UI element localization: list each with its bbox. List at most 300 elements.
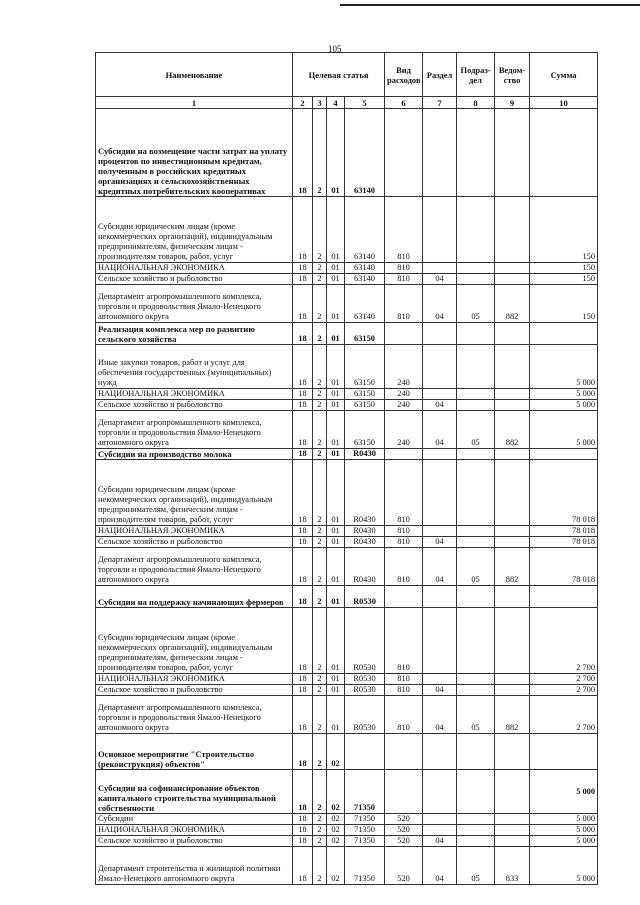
section-code: 04 bbox=[423, 537, 457, 548]
header-department: Ведом-ство bbox=[495, 53, 530, 97]
subsection-code bbox=[457, 537, 495, 548]
row-name: Департамент агропромышленного комплекса, торговли и продовольствия Ямало-Ненецкого автономного округа bbox=[96, 285, 293, 323]
row-name: Основное мероприятие "Строительство (реконструкция) объектов" bbox=[96, 734, 293, 770]
section-code bbox=[423, 197, 457, 263]
target-code-4: 63150 bbox=[345, 345, 385, 389]
department-code bbox=[495, 460, 530, 526]
target-code-2: 2 bbox=[313, 608, 327, 674]
subsection-code bbox=[457, 460, 495, 526]
row-name: Сельское хозяйство и рыболовство bbox=[96, 537, 293, 548]
section-code: 04 bbox=[423, 548, 457, 586]
subsection-code bbox=[457, 197, 495, 263]
target-code-1: 18 bbox=[293, 770, 313, 814]
target-code-2: 2 bbox=[313, 825, 327, 836]
subsection-code bbox=[457, 608, 495, 674]
row-amount: 78 018 bbox=[530, 526, 598, 537]
row-amount: 150 bbox=[530, 274, 598, 285]
row-amount: 5 000 bbox=[530, 389, 598, 400]
target-code-2: 2 bbox=[313, 836, 327, 847]
department-code: 882 bbox=[495, 548, 530, 586]
subsection-code bbox=[457, 400, 495, 411]
expense-type-code: 810 bbox=[385, 274, 423, 285]
subsection-code bbox=[457, 526, 495, 537]
department-code bbox=[495, 586, 530, 608]
table-row bbox=[96, 814, 598, 825]
target-code-4: 63150 bbox=[345, 323, 385, 345]
column-number: 2 bbox=[293, 97, 313, 109]
row-name: Сельское хозяйство и рыболовство bbox=[96, 274, 293, 285]
subsection-code bbox=[457, 814, 495, 825]
target-code-3: 02 bbox=[327, 814, 345, 825]
target-code-2: 2 bbox=[313, 814, 327, 825]
subsection-code bbox=[457, 586, 495, 608]
expense-type-code: 810 bbox=[385, 608, 423, 674]
table-row bbox=[96, 323, 598, 345]
target-code-2: 2 bbox=[313, 449, 327, 460]
target-code-4: R0530 bbox=[345, 685, 385, 696]
section-code bbox=[423, 323, 457, 345]
target-code-4: 63150 bbox=[345, 411, 385, 449]
column-number: 7 bbox=[423, 97, 457, 109]
target-code-4: 63150 bbox=[345, 389, 385, 400]
table-row bbox=[96, 734, 598, 770]
department-code bbox=[495, 770, 530, 814]
department-code bbox=[495, 825, 530, 836]
table-row bbox=[96, 586, 598, 608]
section-code bbox=[423, 389, 457, 400]
row-amount: 78 018 bbox=[530, 548, 598, 586]
expense-type-code: 810 bbox=[385, 526, 423, 537]
target-code-1: 18 bbox=[293, 696, 313, 734]
row-amount bbox=[530, 734, 598, 770]
row-amount bbox=[530, 586, 598, 608]
target-code-4: R0530 bbox=[345, 586, 385, 608]
department-code: 882 bbox=[495, 411, 530, 449]
column-number: 6 bbox=[385, 97, 423, 109]
department-code bbox=[495, 674, 530, 685]
row-amount: 2 700 bbox=[530, 685, 598, 696]
department-code bbox=[495, 537, 530, 548]
expense-type-code: 240 bbox=[385, 400, 423, 411]
department-code bbox=[495, 449, 530, 460]
target-code-1: 18 bbox=[293, 400, 313, 411]
column-number: 4 bbox=[327, 97, 345, 109]
target-code-1: 18 bbox=[293, 345, 313, 389]
header-section: Раздел bbox=[423, 53, 457, 97]
section-code bbox=[423, 825, 457, 836]
target-code-3: 01 bbox=[327, 400, 345, 411]
expense-type-code bbox=[385, 109, 423, 197]
column-number: 5 bbox=[345, 97, 385, 109]
expense-type-code: 240 bbox=[385, 389, 423, 400]
table-row bbox=[96, 197, 598, 263]
section-code bbox=[423, 814, 457, 825]
section-code bbox=[423, 449, 457, 460]
section-code bbox=[423, 586, 457, 608]
target-code-2: 2 bbox=[313, 274, 327, 285]
row-amount bbox=[530, 449, 598, 460]
table-row bbox=[96, 608, 598, 674]
row-amount bbox=[530, 323, 598, 345]
target-code-4: 63150 bbox=[345, 400, 385, 411]
row-amount: 5 000 bbox=[530, 825, 598, 836]
department-code: 882 bbox=[495, 285, 530, 323]
target-code-4: 71350 bbox=[345, 814, 385, 825]
row-name: Департамент агропромышленного комплекса, торговли и продовольствия Ямало-Ненецкого автономного округа bbox=[96, 696, 293, 734]
table-row bbox=[96, 263, 598, 274]
table-row bbox=[96, 537, 598, 548]
target-code-3: 02 bbox=[327, 825, 345, 836]
target-code-3: 01 bbox=[327, 674, 345, 685]
target-code-1: 18 bbox=[293, 389, 313, 400]
expense-type-code: 810 bbox=[385, 263, 423, 274]
table-row bbox=[96, 825, 598, 836]
department-code bbox=[495, 608, 530, 674]
target-code-3: 01 bbox=[327, 411, 345, 449]
row-name: Департамент агропромышленного комплекса, торговли и продовольствия Ямало-Ненецкого автономного округа bbox=[96, 411, 293, 449]
expense-type-code: 810 bbox=[385, 285, 423, 323]
section-code: 04 bbox=[423, 411, 457, 449]
target-code-1: 18 bbox=[293, 548, 313, 586]
subsection-code bbox=[457, 263, 495, 274]
target-code-2: 2 bbox=[313, 674, 327, 685]
target-code-4: R0430 bbox=[345, 548, 385, 586]
row-name: Департамент агропромышленного комплекса, торговли и продовольствия Ямало-Ненецкого автономного округа bbox=[96, 548, 293, 586]
subsection-code bbox=[457, 770, 495, 814]
section-code: 04 bbox=[423, 847, 457, 885]
row-amount: 2 700 bbox=[530, 674, 598, 685]
target-code-2: 2 bbox=[313, 586, 327, 608]
row-amount bbox=[530, 109, 598, 197]
department-code bbox=[495, 109, 530, 197]
target-code-2: 2 bbox=[313, 537, 327, 548]
column-number-row bbox=[96, 97, 598, 109]
target-code-1: 18 bbox=[293, 734, 313, 770]
target-code-1: 18 bbox=[293, 847, 313, 885]
row-amount: 150 bbox=[530, 197, 598, 263]
target-code-2: 2 bbox=[313, 770, 327, 814]
column-number: 8 bbox=[457, 97, 495, 109]
section-code bbox=[423, 608, 457, 674]
expense-type-code: 520 bbox=[385, 847, 423, 885]
row-amount: 2 700 bbox=[530, 696, 598, 734]
expense-type-code bbox=[385, 449, 423, 460]
table-row bbox=[96, 274, 598, 285]
expense-type-code: 810 bbox=[385, 197, 423, 263]
target-code-3: 02 bbox=[327, 847, 345, 885]
target-code-2: 2 bbox=[313, 323, 327, 345]
table-row bbox=[96, 836, 598, 847]
expense-type-code bbox=[385, 770, 423, 814]
expense-type-code: 810 bbox=[385, 674, 423, 685]
department-code bbox=[495, 323, 530, 345]
target-code-3: 01 bbox=[327, 548, 345, 586]
section-code: 04 bbox=[423, 696, 457, 734]
row-name: НАЦИОНАЛЬНАЯ ЭКОНОМИКА bbox=[96, 825, 293, 836]
target-code-4: R0530 bbox=[345, 674, 385, 685]
row-amount: 2 700 bbox=[530, 608, 598, 674]
target-code-4: 63140 bbox=[345, 274, 385, 285]
table-row bbox=[96, 770, 598, 814]
target-code-2: 2 bbox=[313, 109, 327, 197]
row-name: Субсидии на поддержку начинающих фермеров bbox=[96, 586, 293, 608]
table-row bbox=[96, 411, 598, 449]
section-code bbox=[423, 526, 457, 537]
target-code-2: 2 bbox=[313, 696, 327, 734]
section-code bbox=[423, 674, 457, 685]
target-code-1: 18 bbox=[293, 526, 313, 537]
row-amount: 150 bbox=[530, 263, 598, 274]
target-code-4: R0430 bbox=[345, 526, 385, 537]
section-code: 04 bbox=[423, 400, 457, 411]
table-row bbox=[96, 696, 598, 734]
subsection-code bbox=[457, 685, 495, 696]
target-code-1: 18 bbox=[293, 685, 313, 696]
target-code-4: R0530 bbox=[345, 696, 385, 734]
department-code bbox=[495, 400, 530, 411]
header-name: Наименование bbox=[96, 53, 293, 97]
row-amount: 5 000 bbox=[530, 847, 598, 885]
target-code-2: 2 bbox=[313, 411, 327, 449]
department-code: 833 bbox=[495, 847, 530, 885]
target-code-1: 18 bbox=[293, 825, 313, 836]
expense-type-code: 810 bbox=[385, 537, 423, 548]
expense-type-code: 520 bbox=[385, 825, 423, 836]
expense-type-code: 240 bbox=[385, 345, 423, 389]
target-code-3: 01 bbox=[327, 323, 345, 345]
department-code bbox=[495, 685, 530, 696]
row-amount: 5 000 bbox=[530, 411, 598, 449]
target-code-1: 18 bbox=[293, 285, 313, 323]
target-code-3: 01 bbox=[327, 526, 345, 537]
row-name: НАЦИОНАЛЬНАЯ ЭКОНОМИКА bbox=[96, 526, 293, 537]
target-code-4: 63140 bbox=[345, 197, 385, 263]
expense-type-code: 520 bbox=[385, 814, 423, 825]
target-code-1: 18 bbox=[293, 836, 313, 847]
section-code: 04 bbox=[423, 685, 457, 696]
table-row bbox=[96, 847, 598, 885]
target-code-3: 01 bbox=[327, 608, 345, 674]
row-name: НАЦИОНАЛЬНАЯ ЭКОНОМИКА bbox=[96, 674, 293, 685]
target-code-4: R0430 bbox=[345, 537, 385, 548]
row-name: НАЦИОНАЛЬНАЯ ЭКОНОМИКА bbox=[96, 389, 293, 400]
row-name: Сельское хозяйство и рыболовство bbox=[96, 836, 293, 847]
subsection-code: 05 bbox=[457, 285, 495, 323]
target-code-2: 2 bbox=[313, 460, 327, 526]
target-code-3: 02 bbox=[327, 734, 345, 770]
table-row bbox=[96, 674, 598, 685]
header-subsection: Подраз-дел bbox=[457, 53, 495, 97]
subsection-code bbox=[457, 449, 495, 460]
subsection-code bbox=[457, 109, 495, 197]
expense-type-code bbox=[385, 323, 423, 345]
target-code-4: 71350 bbox=[345, 825, 385, 836]
header-target-article: Целевая статья bbox=[293, 53, 385, 97]
row-name: Субсидии на производство молока bbox=[96, 449, 293, 460]
target-code-1: 18 bbox=[293, 814, 313, 825]
subsection-code: 05 bbox=[457, 548, 495, 586]
row-name: Реализация комплекса мер по развитию сельского хозяйства bbox=[96, 323, 293, 345]
target-code-4: 71350 bbox=[345, 847, 385, 885]
subsection-code: 05 bbox=[457, 696, 495, 734]
row-amount: 150 bbox=[530, 285, 598, 323]
expense-type-code bbox=[385, 734, 423, 770]
subsection-code bbox=[457, 825, 495, 836]
table-row bbox=[96, 449, 598, 460]
section-code: 04 bbox=[423, 274, 457, 285]
table-row bbox=[96, 345, 598, 389]
expense-type-code: 810 bbox=[385, 548, 423, 586]
row-name: Иные закупки товаров, работ и услуг для обеспечения государственных (муниципальных) нужд bbox=[96, 345, 293, 389]
expense-type-code: 240 bbox=[385, 411, 423, 449]
row-amount: 5 000 bbox=[530, 400, 598, 411]
target-code-1: 18 bbox=[293, 449, 313, 460]
target-code-1: 18 bbox=[293, 537, 313, 548]
row-name: Сельское хозяйство и рыболовство bbox=[96, 685, 293, 696]
row-amount: 78 018 bbox=[530, 460, 598, 526]
subsection-code bbox=[457, 274, 495, 285]
section-code: 04 bbox=[423, 836, 457, 847]
expense-type-code: 810 bbox=[385, 696, 423, 734]
target-code-4: 63140 bbox=[345, 263, 385, 274]
target-code-2: 2 bbox=[313, 345, 327, 389]
target-code-3: 01 bbox=[327, 389, 345, 400]
section-code bbox=[423, 263, 457, 274]
section-code bbox=[423, 109, 457, 197]
table-row bbox=[96, 285, 598, 323]
row-name: Субсидии bbox=[96, 814, 293, 825]
target-code-4: 63140 bbox=[345, 109, 385, 197]
row-name: НАЦИОНАЛЬНАЯ ЭКОНОМИКА bbox=[96, 263, 293, 274]
row-name: Субсидии на возмещение части затрат на уплату процентов по инвестиционным кредитам, полученным в российских кредитных организациях и сельскохозяйственных кредитных потребительских кооперативах bbox=[96, 109, 293, 197]
target-code-1: 18 bbox=[293, 411, 313, 449]
target-code-4: R0530 bbox=[345, 608, 385, 674]
target-code-1: 18 bbox=[293, 274, 313, 285]
target-code-3: 01 bbox=[327, 345, 345, 389]
table-row bbox=[96, 685, 598, 696]
target-code-4: 71350 bbox=[345, 770, 385, 814]
row-name: Департамент строительства и жилищной политики Ямало-Ненецкого автономного округа bbox=[96, 847, 293, 885]
department-code: 882 bbox=[495, 696, 530, 734]
target-code-3: 02 bbox=[327, 770, 345, 814]
section-code bbox=[423, 345, 457, 389]
target-code-4: R0430 bbox=[345, 460, 385, 526]
department-code bbox=[495, 274, 530, 285]
header-amount: Сумма bbox=[530, 53, 598, 97]
target-code-1: 18 bbox=[293, 263, 313, 274]
budget-table bbox=[95, 52, 598, 885]
target-code-4: R0430 bbox=[345, 449, 385, 460]
target-code-2: 2 bbox=[313, 734, 327, 770]
subsection-code bbox=[457, 323, 495, 345]
department-code bbox=[495, 197, 530, 263]
row-amount: 5 000 bbox=[530, 770, 598, 814]
subsection-code bbox=[457, 674, 495, 685]
target-code-1: 18 bbox=[293, 674, 313, 685]
subsection-code bbox=[457, 345, 495, 389]
department-code bbox=[495, 526, 530, 537]
target-code-4: 71350 bbox=[345, 836, 385, 847]
target-code-1: 18 bbox=[293, 586, 313, 608]
table-row bbox=[96, 548, 598, 586]
target-code-1: 18 bbox=[293, 109, 313, 197]
target-code-2: 2 bbox=[313, 548, 327, 586]
target-code-1: 18 bbox=[293, 323, 313, 345]
section-code: 04 bbox=[423, 285, 457, 323]
subsection-code: 05 bbox=[457, 411, 495, 449]
table-row bbox=[96, 460, 598, 526]
section-code bbox=[423, 460, 457, 526]
subsection-code: 05 bbox=[457, 847, 495, 885]
column-number: 10 bbox=[530, 97, 598, 109]
department-code bbox=[495, 263, 530, 274]
target-code-1: 18 bbox=[293, 460, 313, 526]
column-number: 3 bbox=[313, 97, 327, 109]
row-name: Субсидии юридическим лицам (кроме некоммерческих организаций), индивидуальным предпринимателям, физическим лицам - производителям товаров, работ, услуг bbox=[96, 460, 293, 526]
table-row bbox=[96, 389, 598, 400]
row-amount: 78 018 bbox=[530, 537, 598, 548]
target-code-2: 2 bbox=[313, 847, 327, 885]
department-code bbox=[495, 734, 530, 770]
row-name: Субсидии на софинансирование объектов капитального строительства муниципальной собственности bbox=[96, 770, 293, 814]
target-code-2: 2 bbox=[313, 197, 327, 263]
row-amount: 5 000 bbox=[530, 345, 598, 389]
target-code-3: 01 bbox=[327, 197, 345, 263]
department-code bbox=[495, 814, 530, 825]
expense-type-code: 520 bbox=[385, 836, 423, 847]
target-code-2: 2 bbox=[313, 685, 327, 696]
row-name: Сельское хозяйство и рыболовство bbox=[96, 400, 293, 411]
expense-type-code: 810 bbox=[385, 685, 423, 696]
target-code-2: 2 bbox=[313, 263, 327, 274]
target-code-1: 18 bbox=[293, 608, 313, 674]
target-code-4 bbox=[345, 734, 385, 770]
top-rule bbox=[340, 4, 640, 6]
target-code-3: 01 bbox=[327, 586, 345, 608]
target-code-3: 01 bbox=[327, 285, 345, 323]
table-row bbox=[96, 109, 598, 197]
target-code-3: 01 bbox=[327, 263, 345, 274]
table-row bbox=[96, 526, 598, 537]
subsection-code bbox=[457, 734, 495, 770]
target-code-1: 18 bbox=[293, 197, 313, 263]
target-code-2: 2 bbox=[313, 285, 327, 323]
target-code-3: 01 bbox=[327, 109, 345, 197]
target-code-2: 2 bbox=[313, 526, 327, 537]
header-expense-type: Вид расходов bbox=[385, 53, 423, 97]
target-code-4: 63140 bbox=[345, 285, 385, 323]
row-name: Субсидии юридическим лицам (кроме некоммерческих организаций), индивидуальным предпринимателям, физическим лицам - производителям товаров, работ, услуг bbox=[96, 197, 293, 263]
section-code bbox=[423, 770, 457, 814]
target-code-2: 2 bbox=[313, 400, 327, 411]
row-name: Субсидии юридическим лицам (кроме некоммерческих организаций), индивидуальным предпринимателям, физическим лицам - производителям товаров, работ, услуг bbox=[96, 608, 293, 674]
column-number: 1 bbox=[96, 97, 293, 109]
target-code-3: 01 bbox=[327, 685, 345, 696]
expense-type-code: 810 bbox=[385, 460, 423, 526]
department-code bbox=[495, 389, 530, 400]
department-code bbox=[495, 345, 530, 389]
page-number: 105 bbox=[328, 44, 342, 54]
row-amount: 5 000 bbox=[530, 836, 598, 847]
target-code-3: 01 bbox=[327, 460, 345, 526]
target-code-3: 01 bbox=[327, 449, 345, 460]
subsection-code bbox=[457, 389, 495, 400]
target-code-3: 01 bbox=[327, 537, 345, 548]
department-code bbox=[495, 836, 530, 847]
column-number: 9 bbox=[495, 97, 530, 109]
target-code-3: 01 bbox=[327, 696, 345, 734]
subsection-code bbox=[457, 836, 495, 847]
